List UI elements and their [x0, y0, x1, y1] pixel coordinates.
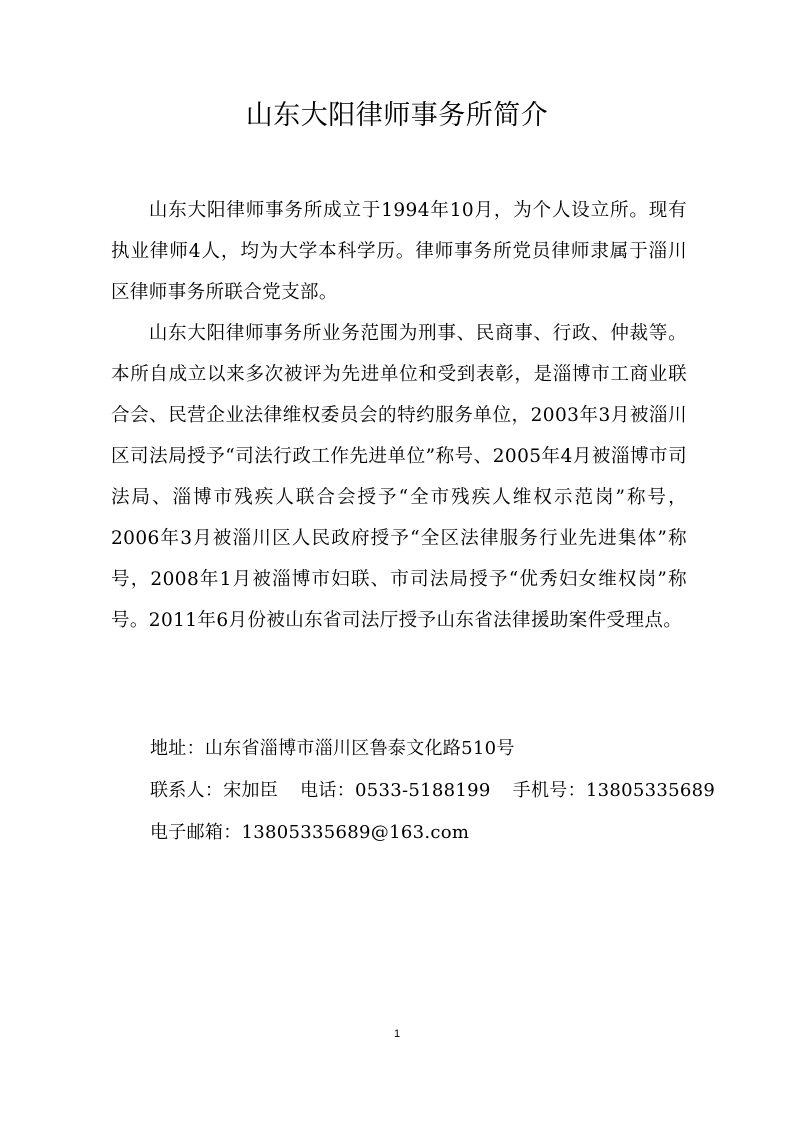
email-line: 电子邮箱：13805335689@163.com — [150, 822, 470, 843]
intro-paragraph: 山东大阳律师事务所成立于1994年10月，为个人设立所。现有执业律师4人，均为大学本科学历。律师事务所党员律师隶属于淄川区律师事务所联合党支部。 — [111, 200, 687, 303]
address-line: 地址：山东省淄博市淄川区鲁泰文化路510号 — [150, 738, 515, 759]
contact-person: 联系人：宋加臣 — [150, 780, 279, 801]
business-scope-paragraph: 山东大阳律师事务所业务范围为刑事、民商事、行政、仲裁等。本所自成立以来多次被评为先进单位和受到表彰，是淄博市工商业联合会、民营企业法律维权委员会的特约服务单位，2003年3月被淄川区司法局授予“司法行政工作先进单位”称号、2005年4月被淄博市司法局、淄博市残疾人联合会授予“全市残疾人维权示范岗”称号，2006年3月被淄川区人民政府授予“全区法律服务行业先进集体”称号，2008年1月被淄博市妇联、市司法局授予“优秀妇女维权岗”称号。2011年6月份被山东省司法厅授予山东省法律援助案件受理点。 — [111, 323, 687, 631]
contact-block — [150, 728, 716, 854]
phone-line — [150, 770, 716, 812]
document-title: 山东大阳律师事务所简介 — [245, 100, 549, 131]
phone-number: 电话：0533-5188199 — [300, 780, 491, 801]
mobile-number: 手机号：13805335689 — [512, 780, 716, 801]
document-body — [111, 190, 687, 641]
page-number: 1 — [393, 1028, 401, 1040]
